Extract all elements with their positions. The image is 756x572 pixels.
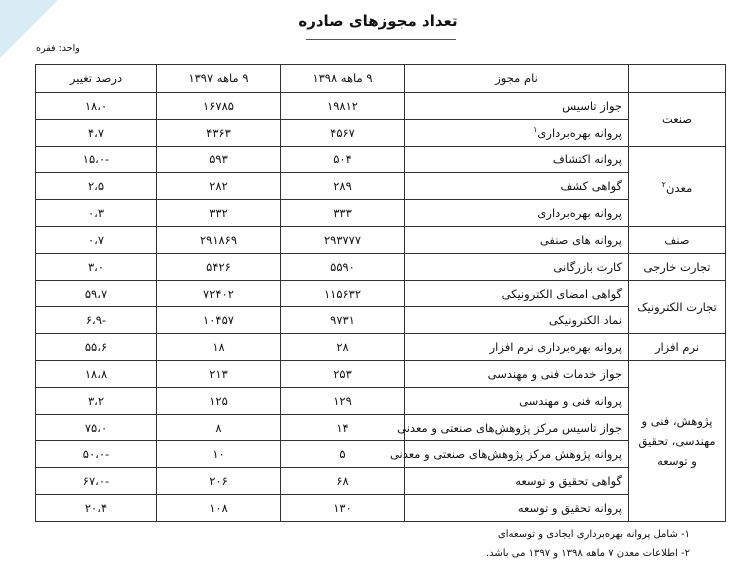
row-1398: ۱۹۸۱۲: [281, 92, 405, 119]
row-1397: ۱۲۵: [157, 387, 281, 414]
row-1397: ۷۲۴۰۲: [157, 280, 281, 307]
row-1397: ۲۰۶: [157, 468, 281, 495]
table-row: [36, 92, 726, 119]
row-name: گواهی تحقیق و توسعه: [405, 468, 629, 495]
row-name: پروانه تحقیق و توسعه: [405, 495, 629, 522]
row-name: گواهی امضای الکترونیکی: [405, 280, 629, 307]
row-1398: ۶۸: [281, 468, 405, 495]
row-change: ۱۸،۸: [36, 361, 157, 388]
row-name: جواز تاسیس: [405, 92, 629, 119]
row-1397: ۲۱۳: [157, 361, 281, 388]
table-row: [36, 468, 726, 495]
row-name: پروانه فنی و مهندسی: [405, 387, 629, 414]
row-1398: ۱۴: [281, 414, 405, 441]
table-row: [36, 146, 726, 173]
footnote-1: ۱- شامل پروانه بهره‌برداری ایجادی و توسعه‌ای: [497, 529, 690, 540]
row-change: ۵۹،۷: [36, 280, 157, 307]
row-1397: ۵۹۳: [157, 146, 281, 173]
row-1398: ۱۲۹: [281, 387, 405, 414]
category-software: نرم افزار: [629, 334, 726, 361]
row-change: -۵۰،۰: [36, 441, 157, 468]
row-change: ۳،۲: [36, 387, 157, 414]
page-title: تعداد مجوزهای صادره: [298, 12, 458, 30]
header-1398: ۹ ماهه ۱۳۹۸: [281, 65, 405, 93]
row-1398: ۳۳۳: [281, 200, 405, 227]
table-row: [36, 334, 726, 361]
row-change: ۲۰،۴: [36, 495, 157, 522]
table-row: [36, 307, 726, 334]
category-mining-label: معدن: [666, 180, 693, 195]
row-name: گواهی کشف: [405, 173, 629, 200]
unit-label: واحد: فقره: [36, 43, 80, 54]
category-ecommerce: تجارت الکترونیک: [629, 280, 726, 334]
row-name: پروانه بهره‌برداری نرم افزار: [405, 334, 629, 361]
row-name: نماد الکترونیکی: [405, 307, 629, 334]
category-research: پژوهش، فنی و مهندسی، تحقیق و توسعه: [629, 361, 726, 522]
row-name: جواز خدمات فنی و مهندسی: [405, 361, 629, 388]
table-row: [36, 495, 726, 522]
header-name: نام مجوز: [405, 65, 629, 93]
row-change: ۴،۷: [36, 119, 157, 146]
row-name: [405, 119, 629, 146]
row-1398: ۵۰۴: [281, 146, 405, 173]
table-row: [36, 361, 726, 388]
header-category: [629, 65, 726, 93]
row-1397: ۲۸۲: [157, 173, 281, 200]
table-row: [36, 173, 726, 200]
row-1397: ۱۰: [157, 441, 281, 468]
row-name: جواز تاسیس مرکز پژوهش‌های صنعتی و معدنی: [405, 414, 629, 441]
row-1398: ۲۸۹: [281, 173, 405, 200]
row-1398: ۵۵۹۰: [281, 253, 405, 280]
row-name: پروانه های صنفی: [405, 226, 629, 253]
row-1398: ۲۹۳۷۷۷: [281, 226, 405, 253]
table-row: [36, 387, 726, 414]
row-name: کارت بازرگانی: [405, 253, 629, 280]
footnote-marker: ۲: [661, 179, 667, 189]
row-change: -۶۷،۰: [36, 468, 157, 495]
row-change: ۵۵،۶: [36, 334, 157, 361]
row-1397: ۵۴۲۶: [157, 253, 281, 280]
table-row: [36, 119, 726, 146]
row-1398: ۲۸: [281, 334, 405, 361]
row-1398: ۴۵۶۷: [281, 119, 405, 146]
row-1397: ۲۹۱۸۶۹: [157, 226, 281, 253]
row-1397: ۱۰۸: [157, 495, 281, 522]
row-name-text: پروانه بهره‌برداری: [537, 126, 622, 141]
row-change: -۶،۹: [36, 307, 157, 334]
title-underline: [306, 39, 456, 40]
table-row: [36, 280, 726, 307]
row-1398: ۹۷۳۱: [281, 307, 405, 334]
row-name: پروانه اکتشاف: [405, 146, 629, 173]
category-foreign-trade: تجارت خارجی: [629, 253, 726, 280]
table-row: [36, 441, 726, 468]
table-row: [36, 414, 726, 441]
row-1397: ۱۶۷۸۵: [157, 92, 281, 119]
row-change: ۷۵،۰: [36, 414, 157, 441]
row-1398: ۵: [281, 441, 405, 468]
row-1397: ۱۰۴۵۷: [157, 307, 281, 334]
table-header-row: [36, 65, 726, 93]
row-change: -۱۵،۰: [36, 146, 157, 173]
row-1397: ۳۳۲: [157, 200, 281, 227]
footnote-marker: ۱: [533, 125, 538, 135]
row-name: پروانه بهره‌برداری: [405, 200, 629, 227]
permits-table: [35, 64, 726, 522]
row-1398: ۱۳۰: [281, 495, 405, 522]
table-row: [36, 226, 726, 253]
row-1398: ۱۱۵۶۳۲: [281, 280, 405, 307]
table-row: [36, 253, 726, 280]
row-change: ۳،۰: [36, 253, 157, 280]
row-change: ۰،۷: [36, 226, 157, 253]
row-1397: ۱۸: [157, 334, 281, 361]
row-change: ۰،۳: [36, 200, 157, 227]
row-change: ۲،۵: [36, 173, 157, 200]
row-1397: ۴۳۶۳: [157, 119, 281, 146]
table-row: [36, 200, 726, 227]
row-1398: ۲۵۳: [281, 361, 405, 388]
row-change: ۱۸،۰: [36, 92, 157, 119]
header-change: درصد تغییر: [36, 65, 157, 93]
footnote-2: ۲- اطلاعات معدن ۷ ماهه ۱۳۹۸ و ۱۳۹۷ می باشد.: [485, 548, 690, 559]
header-1397: ۹ ماهه ۱۳۹۷: [157, 65, 281, 93]
category-industry: صنعت: [629, 92, 726, 146]
row-1397: ۸: [157, 414, 281, 441]
row-name: پروانه پژوهش مرکز پژوهش‌های صنعتی و معدنی: [405, 441, 629, 468]
category-mining: [629, 146, 726, 226]
category-guild: صنف: [629, 226, 726, 253]
